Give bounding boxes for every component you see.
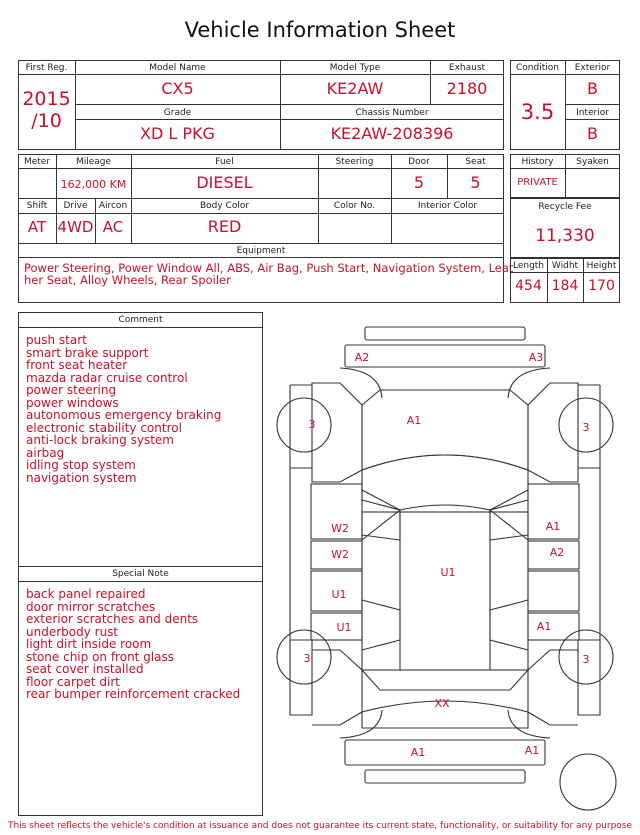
height-value: 170	[588, 278, 615, 294]
chassis-value: KE2AW-208396	[330, 124, 454, 143]
comment-item: idling stop system	[26, 458, 136, 472]
seat-value: 5	[470, 173, 481, 192]
aircon-value: AC	[102, 218, 124, 236]
fuel-label: Fuel	[215, 157, 234, 167]
disclaimer-footer: This sheet reflects the vehicle's condition at issuance and does not guarantee its current state, functionality, or suitability for any purpose	[7, 821, 633, 831]
meter-label: Meter	[23, 157, 51, 167]
special-note-item: light dirt inside room	[26, 637, 152, 651]
comment-item: anti-lock braking system	[26, 433, 174, 447]
recycle-fee-label: Recycle Fee	[538, 202, 592, 212]
special-note-item: exterior scratches and dents	[26, 612, 199, 626]
first-reg-month: /10	[31, 110, 62, 132]
mileage-label: Mileage	[75, 157, 112, 167]
steering-label: Steering	[335, 157, 374, 167]
special-note-item: rear bumper reinforcement cracked	[26, 687, 241, 701]
model-type-label: Model Type	[329, 63, 381, 73]
length-value: 454	[515, 278, 542, 294]
mileage-value: 162,000 KM	[60, 178, 127, 191]
exhaust-value: 2180	[446, 79, 488, 98]
grade-label: Grade	[163, 108, 192, 118]
equipment-line-1: Power Steering, Power Window All, ABS, Air Bag, Push Start, Navigation System, Leat	[24, 261, 514, 275]
mark-rear-left-wheel: 3	[303, 652, 311, 665]
mark-right-front-door: A1	[545, 520, 561, 533]
mark-right-rear-quarter: A1	[536, 620, 552, 633]
mark-front-left-wheel: 3	[308, 418, 316, 431]
special-note-item: back panel repaired	[26, 587, 146, 601]
comment-item: mazda radar cruise control	[26, 370, 188, 385]
door-label: Door	[408, 157, 430, 167]
comment-item: power windows	[26, 395, 119, 410]
mark-left-rear-door-lower: U1	[336, 621, 352, 634]
model-name-label: Model Name	[149, 63, 206, 73]
width-label: Widht	[551, 261, 579, 271]
exterior-label: Exterior	[574, 63, 611, 73]
mark-rear-bumper-left: A1	[410, 746, 426, 759]
shift-value: AT	[27, 218, 47, 236]
width-value: 184	[551, 278, 579, 294]
comment-item: airbag	[26, 445, 65, 460]
comment-item: electronic stability control	[26, 420, 182, 435]
exterior-grade: B	[587, 79, 598, 98]
aircon-label: Aircon	[98, 201, 128, 211]
mark-rear-right-wheel: 3	[582, 653, 590, 666]
mark-front-right-wheel: 3	[582, 421, 590, 434]
car-damage-diagram	[270, 318, 632, 818]
special-note-item: seat cover installed	[26, 662, 144, 676]
shift-label: Shift	[26, 201, 48, 211]
mark-right-front-door-lower: A2	[549, 546, 565, 559]
model-type-value: KE2AW	[326, 79, 384, 98]
first-reg-label: First Reg.	[25, 63, 68, 73]
mark-left-front-door-lower: W2	[331, 548, 349, 561]
comment-item: autonomous emergency braking	[26, 408, 222, 422]
mark-front-right-corner: A3	[528, 351, 544, 364]
drive-label: Drive	[63, 201, 88, 211]
interior-label: Interior	[576, 108, 609, 118]
comment-item: front seat heater	[26, 358, 128, 372]
drive-value: 4WD	[57, 218, 94, 236]
model-name-value: CX5	[161, 79, 194, 98]
height-label: Height	[586, 261, 617, 271]
equipment-line-2: her Seat, Alloy Wheels, Rear Spoiler	[24, 273, 231, 287]
recycle-fee-value: 11,330	[535, 226, 595, 246]
special-note-item: stone chip on front glass	[26, 649, 175, 664]
length-label: Length	[512, 261, 545, 271]
interior-color-label: Interior Color	[417, 201, 478, 211]
mark-hood: A1	[406, 414, 422, 427]
mark-front-left-corner: A2	[354, 351, 370, 364]
condition-score: 3.5	[520, 100, 555, 124]
special-note-label: Special Note	[112, 569, 169, 579]
grade-value: XD L PKG	[140, 124, 215, 143]
mark-left-front-door: W2	[331, 522, 349, 535]
special-note-item: door mirror scratches	[26, 599, 156, 614]
comment-item: push start	[26, 333, 87, 347]
mark-left-rear-door: U1	[331, 588, 347, 601]
comment-item: smart brake support	[26, 345, 149, 360]
interior-grade: B	[587, 124, 598, 143]
condition-label: Condition	[516, 63, 559, 73]
comment-item: power steering	[26, 383, 117, 397]
special-note-list	[26, 588, 240, 701]
comment-label: Comment	[118, 315, 163, 325]
exhaust-label: Exhaust	[448, 63, 486, 73]
mark-rear-bumper-right: A1	[524, 744, 540, 757]
mark-roof: U1	[440, 566, 456, 579]
first-reg-year: 2015	[22, 88, 71, 110]
syaken-label: Syaken	[576, 157, 609, 167]
special-note-item: floor carpet dirt	[26, 674, 120, 689]
color-no-label: Color No.	[333, 201, 376, 211]
mark-tailgate: XX	[434, 697, 450, 710]
door-value: 5	[413, 173, 425, 192]
body-color-label: Body Color	[199, 201, 250, 211]
history-value: PRIVATE	[517, 177, 558, 188]
page-title: Vehicle Information Sheet	[184, 18, 456, 42]
comment-item: navigation system	[26, 470, 137, 485]
seat-label: Seat	[465, 157, 486, 167]
chassis-label: Chassis Number	[355, 108, 429, 118]
special-note-item: underbody rust	[26, 624, 119, 639]
equipment-label: Equipment	[236, 246, 286, 256]
fuel-value: DIESEL	[196, 173, 253, 192]
history-label: History	[521, 157, 554, 167]
body-color-value: RED	[207, 217, 242, 236]
comment-list	[26, 334, 221, 484]
